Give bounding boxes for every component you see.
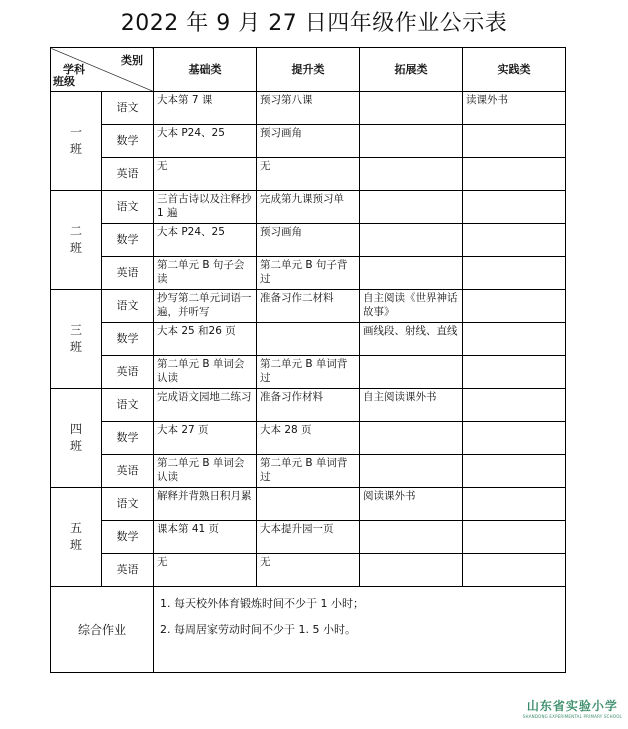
- subject-cell: 数学: [102, 323, 154, 356]
- cell-extended: [360, 191, 463, 224]
- table-row: [51, 92, 566, 125]
- cell-basic: 三首古诗以及注释抄 1 遍: [154, 191, 257, 224]
- cell-basic: 第二单元 B 句子会读: [154, 257, 257, 290]
- cell-extended: 自主阅读《世界神话故事》: [360, 290, 463, 323]
- cell-extended: [360, 554, 463, 587]
- class-name-cell: [51, 191, 102, 290]
- cell-advanced: 无: [257, 158, 360, 191]
- cell-basic: 抄写第二单元词语一遍，并听写: [154, 290, 257, 323]
- cell-extended: [360, 224, 463, 257]
- cell-advanced: 预习画角: [257, 224, 360, 257]
- class-name: 一班: [69, 125, 82, 156]
- cell-extended: [360, 521, 463, 554]
- table-row: [51, 389, 566, 422]
- corner-subject-label: 学科: [63, 63, 85, 76]
- class-name: 二班: [69, 224, 82, 255]
- subject-cell: 语文: [102, 92, 154, 125]
- cell-basic: 大本 25 和26 页: [154, 323, 257, 356]
- cell-advanced: 完成第九课预习单: [257, 191, 360, 224]
- summary-item: 1. 每天校外体育锻炼时间不少于 1 小时；: [160, 597, 364, 610]
- cell-extended: [360, 158, 463, 191]
- subject-cell: 数学: [102, 521, 154, 554]
- cell-advanced: [257, 488, 360, 521]
- school-logo: [523, 697, 622, 719]
- cell-basic: 解释并背熟日积月累: [154, 488, 257, 521]
- cell-practice: [463, 389, 566, 422]
- table-row: [51, 521, 566, 554]
- cell-basic: 第二单元 B 单词会认读: [154, 356, 257, 389]
- column-header-basic: 基础类: [154, 48, 257, 92]
- cell-advanced: 第二单元 B 单词背过: [257, 356, 360, 389]
- corner-header: [51, 48, 154, 92]
- header-row: [51, 48, 566, 92]
- subject-cell: 数学: [102, 422, 154, 455]
- cell-basic: 无: [154, 158, 257, 191]
- cell-basic: 无: [154, 554, 257, 587]
- table-row: [51, 455, 566, 488]
- cell-basic: 大本第 7 课: [154, 92, 257, 125]
- cell-practice: [463, 125, 566, 158]
- cell-practice: [463, 356, 566, 389]
- subject-cell: 英语: [102, 455, 154, 488]
- cell-extended: [360, 257, 463, 290]
- subject-cell: 语文: [102, 389, 154, 422]
- subject-cell: 英语: [102, 158, 154, 191]
- table-row: [51, 422, 566, 455]
- cell-practice: [463, 257, 566, 290]
- column-header-advanced: 提升类: [257, 48, 360, 92]
- cell-practice: [463, 224, 566, 257]
- cell-practice: [463, 554, 566, 587]
- cell-advanced: 大本提升园一页: [257, 521, 360, 554]
- cell-practice: [463, 323, 566, 356]
- summary-label: 综合作业: [51, 587, 154, 673]
- cell-basic: 完成语文园地二练习: [154, 389, 257, 422]
- cell-basic: 大本 27 页: [154, 422, 257, 455]
- table-row: [51, 323, 566, 356]
- cell-advanced: 第二单元 B 单词背过: [257, 455, 360, 488]
- cell-advanced: 无: [257, 554, 360, 587]
- cell-practice: [463, 521, 566, 554]
- cell-basic: 大本 P24、25: [154, 224, 257, 257]
- column-header-practice: 实践类: [463, 48, 566, 92]
- cell-basic: 第二单元 B 单词会认读: [154, 455, 257, 488]
- corner-category-label: 类别: [121, 54, 143, 67]
- class-name-cell: [51, 488, 102, 587]
- class-name: 四班: [69, 422, 82, 453]
- table-row: [51, 158, 566, 191]
- class-name: 五班: [69, 521, 82, 552]
- cell-practice: [463, 455, 566, 488]
- page-title: 2022 年 9 月 27 日四年级作业公示表: [120, 11, 508, 36]
- subject-cell: 语文: [102, 191, 154, 224]
- cell-extended: 阅读课外书: [360, 488, 463, 521]
- school-logo-name: 山东省实验小学: [526, 699, 618, 713]
- table-row: [51, 224, 566, 257]
- cell-advanced: 准备习作二材料: [257, 290, 360, 323]
- corner-class-label: 班级: [53, 75, 75, 88]
- cell-advanced: 预习画角: [257, 125, 360, 158]
- cell-basic: 课本第 41 页: [154, 521, 257, 554]
- subject-cell: 语文: [102, 488, 154, 521]
- class-name-cell: [51, 92, 102, 191]
- cell-advanced: 第二单元 B 句子背过: [257, 257, 360, 290]
- cell-practice: [463, 422, 566, 455]
- table-row: [51, 554, 566, 587]
- cell-extended: [360, 125, 463, 158]
- table-row: [51, 488, 566, 521]
- class-name-cell: [51, 290, 102, 389]
- subject-cell: 数学: [102, 224, 154, 257]
- cell-practice: [463, 158, 566, 191]
- table-row: [51, 191, 566, 224]
- cell-practice: [463, 290, 566, 323]
- subject-cell: 英语: [102, 257, 154, 290]
- cell-extended: [360, 92, 463, 125]
- cell-practice: 读课外书: [463, 92, 566, 125]
- cell-extended: [360, 422, 463, 455]
- subject-cell: 数学: [102, 125, 154, 158]
- table-row: [51, 356, 566, 389]
- school-logo-english: SHANDONG EXPERIMENTAL PRIMARY SCHOOL: [522, 714, 622, 719]
- cell-advanced: 大本 28 页: [257, 422, 360, 455]
- subject-cell: 语文: [102, 290, 154, 323]
- subject-cell: 英语: [102, 554, 154, 587]
- homework-table: [50, 47, 566, 673]
- cell-practice: [463, 488, 566, 521]
- cell-advanced: 准备习作材料: [257, 389, 360, 422]
- cell-practice: [463, 191, 566, 224]
- class-name-cell: [51, 389, 102, 488]
- table-row: [51, 125, 566, 158]
- cell-extended: [360, 455, 463, 488]
- summary-content: [154, 587, 566, 673]
- summary-row: [51, 587, 566, 673]
- cell-extended: 自主阅读课外书: [360, 389, 463, 422]
- cell-advanced: [257, 323, 360, 356]
- cell-extended: [360, 356, 463, 389]
- cell-advanced: 预习第八课: [257, 92, 360, 125]
- subject-cell: 英语: [102, 356, 154, 389]
- table-row: [51, 290, 566, 323]
- cell-extended: 画线段、射线、直线: [360, 323, 463, 356]
- summary-item: 2. 每周居家劳动时间不少于 1. 5 小时。: [160, 623, 356, 636]
- class-name: 三班: [69, 323, 82, 354]
- column-header-extended: 拓展类: [360, 48, 463, 92]
- table-row: [51, 257, 566, 290]
- cell-basic: 大本 P24、25: [154, 125, 257, 158]
